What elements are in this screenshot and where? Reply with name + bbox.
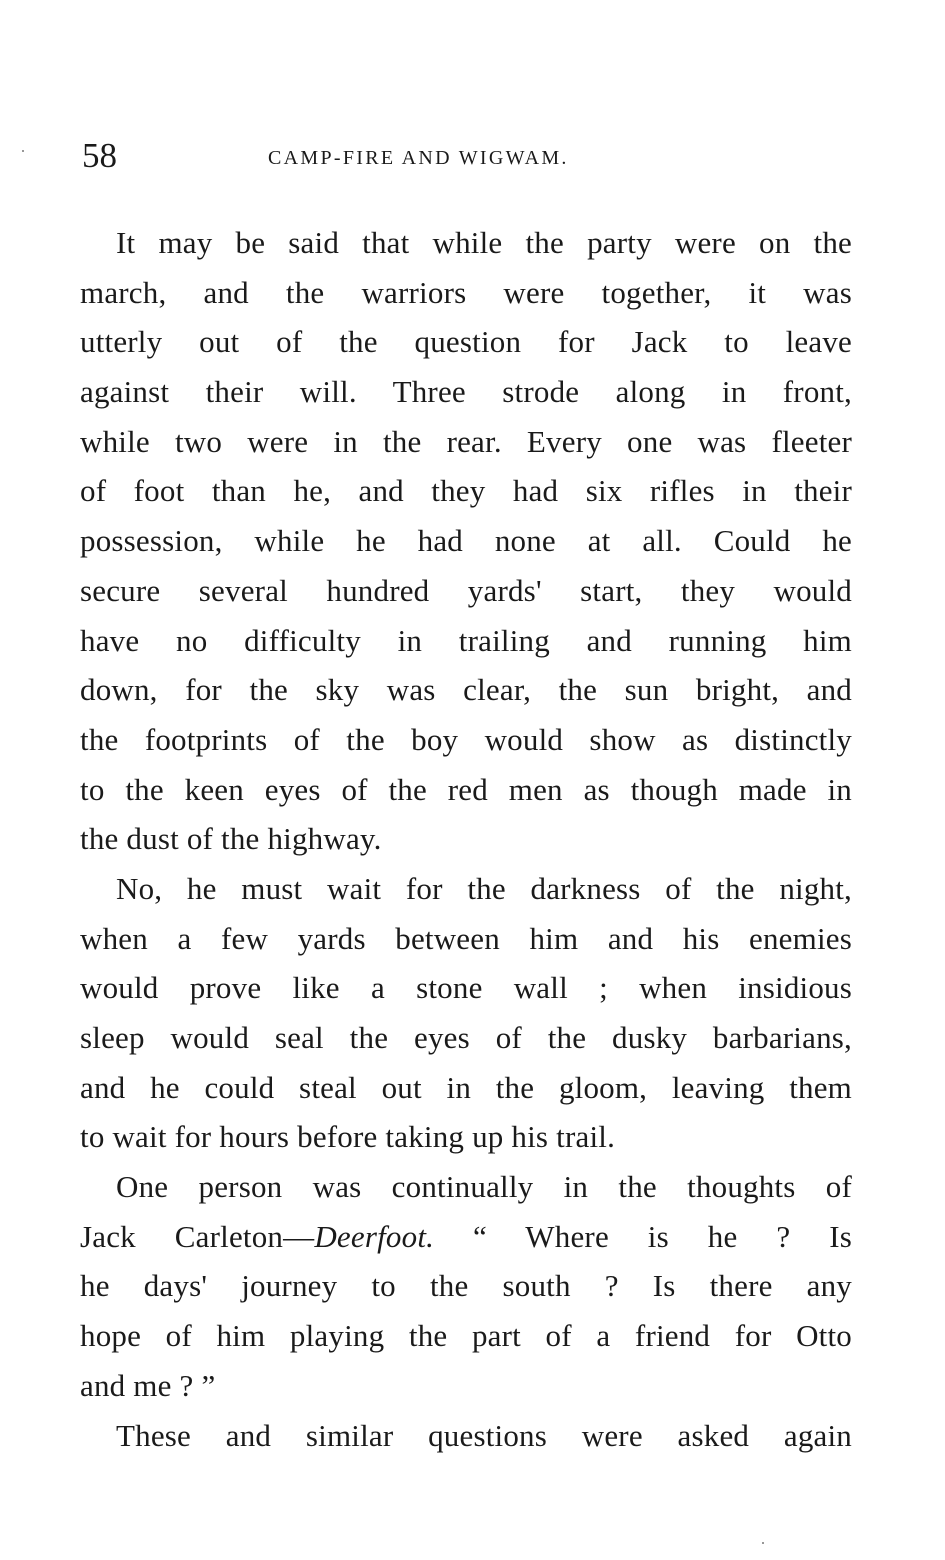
text-line: to the keen eyes of the red men as though made in bbox=[80, 771, 852, 807]
paragraph-2 bbox=[80, 864, 852, 1162]
text-line: of foot than he, and they had six rifles in their bbox=[80, 473, 852, 509]
page-header bbox=[82, 136, 852, 180]
text-line: hope of him playing the part of a friend for Otto bbox=[80, 1318, 852, 1354]
paragraph-3 bbox=[80, 1162, 852, 1410]
name-suffix: “ Where is he ? Is bbox=[434, 1218, 852, 1254]
running-title: CAMP-FIRE AND WIGWAM. bbox=[268, 147, 569, 169]
character-name: Deerfoot. bbox=[314, 1218, 435, 1254]
page-number: 58 bbox=[82, 136, 117, 175]
text-line: secure several hundred yards' start, they would bbox=[80, 572, 852, 608]
paper-speck bbox=[22, 150, 24, 152]
paragraph-4 bbox=[80, 1411, 852, 1461]
text-line: possession, while he had none at all. Could he bbox=[80, 523, 852, 559]
text-line-with-name bbox=[80, 1212, 852, 1262]
text-line: march, and the warriors were together, it was bbox=[80, 274, 852, 310]
paper-speck bbox=[762, 1542, 764, 1544]
text-line: have no difficulty in trailing and running him bbox=[80, 622, 852, 658]
text-line: No, he must wait for the darkness of the night, bbox=[116, 870, 852, 906]
text-line: he days' journey to the south ? Is there any bbox=[80, 1268, 852, 1304]
text-line: the dust of the highway. bbox=[80, 821, 382, 857]
name-prefix: Jack Carleton— bbox=[80, 1218, 315, 1254]
text-line: One person was continually in the thoughts of bbox=[116, 1169, 852, 1205]
text-line: It may be said that while the party were on the bbox=[116, 225, 852, 260]
text-line: down, for the sky was clear, the sun bright, and bbox=[80, 672, 852, 708]
text-line: the footprints of the boy would show as distinctly bbox=[80, 721, 852, 757]
text-line: when a few yards between him and his enemies bbox=[80, 920, 852, 956]
paragraph-1 bbox=[80, 218, 852, 864]
text-line: utterly out of the question for Jack to leave bbox=[80, 324, 852, 360]
text-line: and me ? ” bbox=[80, 1367, 216, 1403]
text-line: against their will. Three strode along in front, bbox=[80, 374, 852, 410]
text-line: sleep would seal the eyes of the dusky barbarians, bbox=[80, 1020, 852, 1055]
text-line: while two were in the rear. Every one was fleeter bbox=[80, 423, 852, 459]
body-text bbox=[80, 218, 852, 1460]
text-line: These and similar questions were asked again bbox=[116, 1417, 852, 1453]
text-line: would prove like a stone wall ; when insidious bbox=[80, 970, 852, 1006]
text-line: and he could steal out in the gloom, leaving them bbox=[80, 1069, 852, 1105]
text-line: to wait for hours before taking up his trail. bbox=[80, 1119, 616, 1155]
